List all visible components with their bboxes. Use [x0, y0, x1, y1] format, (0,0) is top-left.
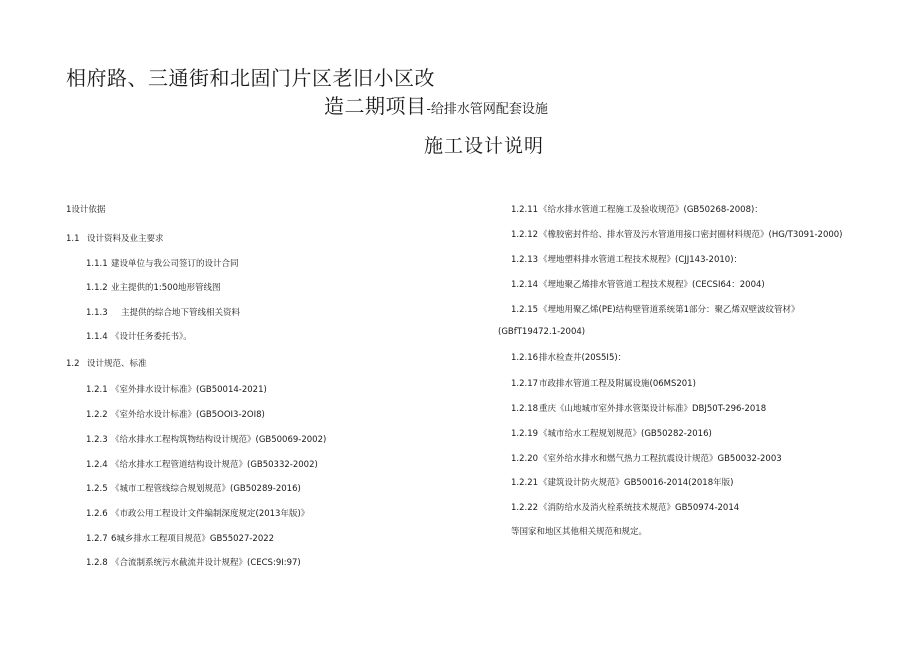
continuation-text: (GBfT19472.1-2004) — [498, 327, 586, 337]
footer-note: 等国家和地区其他相关规范和规定。 — [511, 527, 648, 537]
section-title: 设计规范、标准 — [87, 359, 147, 369]
item-text: 《埋地塑料排水管道工程技术规程》(CJJ143-2010)： — [539, 255, 743, 265]
list-item — [86, 433, 326, 445]
item-text: 《室外排水设计标准》(GB50014-2021) — [111, 385, 267, 395]
item-number: 1.2.21 — [511, 478, 539, 488]
list-item — [86, 507, 309, 519]
list-item — [86, 383, 267, 395]
list-item — [86, 532, 274, 544]
item-number: 1.2.1 — [86, 385, 108, 395]
document-subtitle: 施工设计说明 — [424, 135, 545, 157]
item-number: 1.2.5 — [86, 484, 108, 494]
item-text: 主提供的综合地下管线相关资料 — [121, 308, 241, 318]
item-text: 《埋地用聚乙烯(PE)结构壁管道系统第1部分：聚乙烯双壁波纹管材》 — [539, 305, 800, 315]
item-number: 1.1.2 — [86, 283, 108, 293]
item-number: 1.1.3 — [86, 308, 108, 318]
item-text: 重庆《山地城市室外排水管渠设计标准》DBJ50T-296-2018 — [539, 404, 767, 414]
list-item — [86, 482, 301, 494]
item-number: 1.2.4 — [86, 460, 108, 470]
list-item — [86, 330, 192, 342]
item-text: 《设计任务委托书》。 — [111, 332, 192, 342]
item-number: 1.2.20 — [511, 454, 539, 464]
section-heading: 1设计依据 — [66, 205, 106, 215]
item-number: 1.2.11 — [511, 205, 539, 215]
list-item — [511, 501, 739, 513]
item-text: 《城市给水工程规划规范》(GB50282-2016) — [539, 429, 712, 439]
list-item — [86, 306, 240, 318]
title-line2-main: 造二期项目 — [324, 94, 427, 118]
item-text: 《给水排水工程构筑物结构设计规范》(GB50069-2002) — [111, 435, 327, 445]
item-number: 1.2.17 — [511, 379, 539, 389]
item-text: 业主提供的1:500地形管线图 — [111, 283, 221, 293]
list-item — [86, 281, 221, 293]
item-text: 《消防给水及消火栓系统技术规范》GB50974-2014 — [539, 503, 740, 513]
item-text: 市政排水管道工程及附属设施(06MS201) — [539, 379, 696, 389]
item-text: 《室外给水排水和燃气热力工程抗震设计规范》GB50032-2003 — [539, 454, 782, 464]
item-number: 1.1.4 — [86, 332, 108, 342]
item-number: 1.2.14 — [511, 280, 539, 290]
section-1-2 — [66, 357, 147, 369]
item-text: 《给水排水工程管道结构设计规范》(GB50332-2002) — [111, 460, 318, 470]
item-number: 1.2.6 — [86, 509, 108, 519]
list-item — [511, 377, 696, 389]
item-text: 《市政公用工程设计文件编制深度规定(2013年版)》 — [111, 509, 310, 519]
item-number: 1.2.7 — [86, 534, 108, 544]
item-number: 1.2.3 — [86, 435, 108, 445]
list-item — [511, 351, 626, 363]
item-number: 1.2.12 — [511, 230, 539, 240]
list-item — [86, 556, 301, 568]
item-number: 1.2.22 — [511, 503, 539, 513]
title-line2-suffix: -给排水管网配套设施 — [426, 102, 548, 117]
list-item — [511, 427, 712, 439]
document-title-line1: 相府路、三通街和北固门片区老旧小区改 — [66, 66, 435, 90]
section-number: 1.1 — [66, 234, 80, 244]
item-text: 建设单位与我公司签订的设计合同 — [111, 259, 239, 269]
item-text: 《埋地聚乙烯排水管管道工程技术规程》(CECSI64：2004) — [539, 280, 765, 290]
item-text: 《合流制系统污水截流井设计规程》(CECS:9I:97) — [111, 558, 301, 568]
list-item — [86, 458, 318, 470]
item-text: 排水检查井(20S5I5)： — [539, 353, 627, 363]
list-item — [86, 408, 265, 420]
item-number: 1.2.19 — [511, 429, 539, 439]
list-item — [511, 278, 765, 290]
item-number: 1.2.13 — [511, 255, 539, 265]
item-number: 1.2.8 — [86, 558, 108, 568]
list-item — [511, 452, 782, 464]
list-item — [511, 203, 763, 215]
section-1-1 — [66, 232, 164, 244]
item-text: 《室外给水设计标准》(GB5OOI3-2OI8) — [111, 410, 265, 420]
list-item — [511, 303, 800, 315]
item-text: 《建筑设计防火规范》GB50016-2014(2018年版) — [539, 478, 734, 488]
item-number: 1.2.16 — [511, 353, 539, 363]
section-number: 1.2 — [66, 359, 80, 369]
list-item — [511, 402, 766, 414]
list-item — [511, 228, 843, 240]
item-number: 1.2.2 — [86, 410, 108, 420]
item-text: 《城市工程管线综合规划规范》(GB50289-2016) — [111, 484, 301, 494]
list-item — [86, 257, 239, 269]
item-number: 1.2.15 — [511, 305, 539, 315]
item-text: 《橡胶密封件给、排水管及污水管道用接口密封圈材料规范》(HG/T3091-2000) — [539, 230, 843, 240]
item-text: 6城乡排水工程项目规范》GB55027-2022 — [111, 534, 275, 544]
list-item — [511, 476, 733, 488]
section-title: 设计资料及业主要求 — [87, 234, 164, 244]
document-title-line2 — [324, 90, 548, 119]
item-number: 1.2.18 — [511, 404, 539, 414]
item-number: 1.1.1 — [86, 259, 108, 269]
list-item — [511, 253, 742, 265]
item-text: 《给水排水管道工程施工及验收规范》(GB50268-2008)： — [539, 205, 763, 215]
